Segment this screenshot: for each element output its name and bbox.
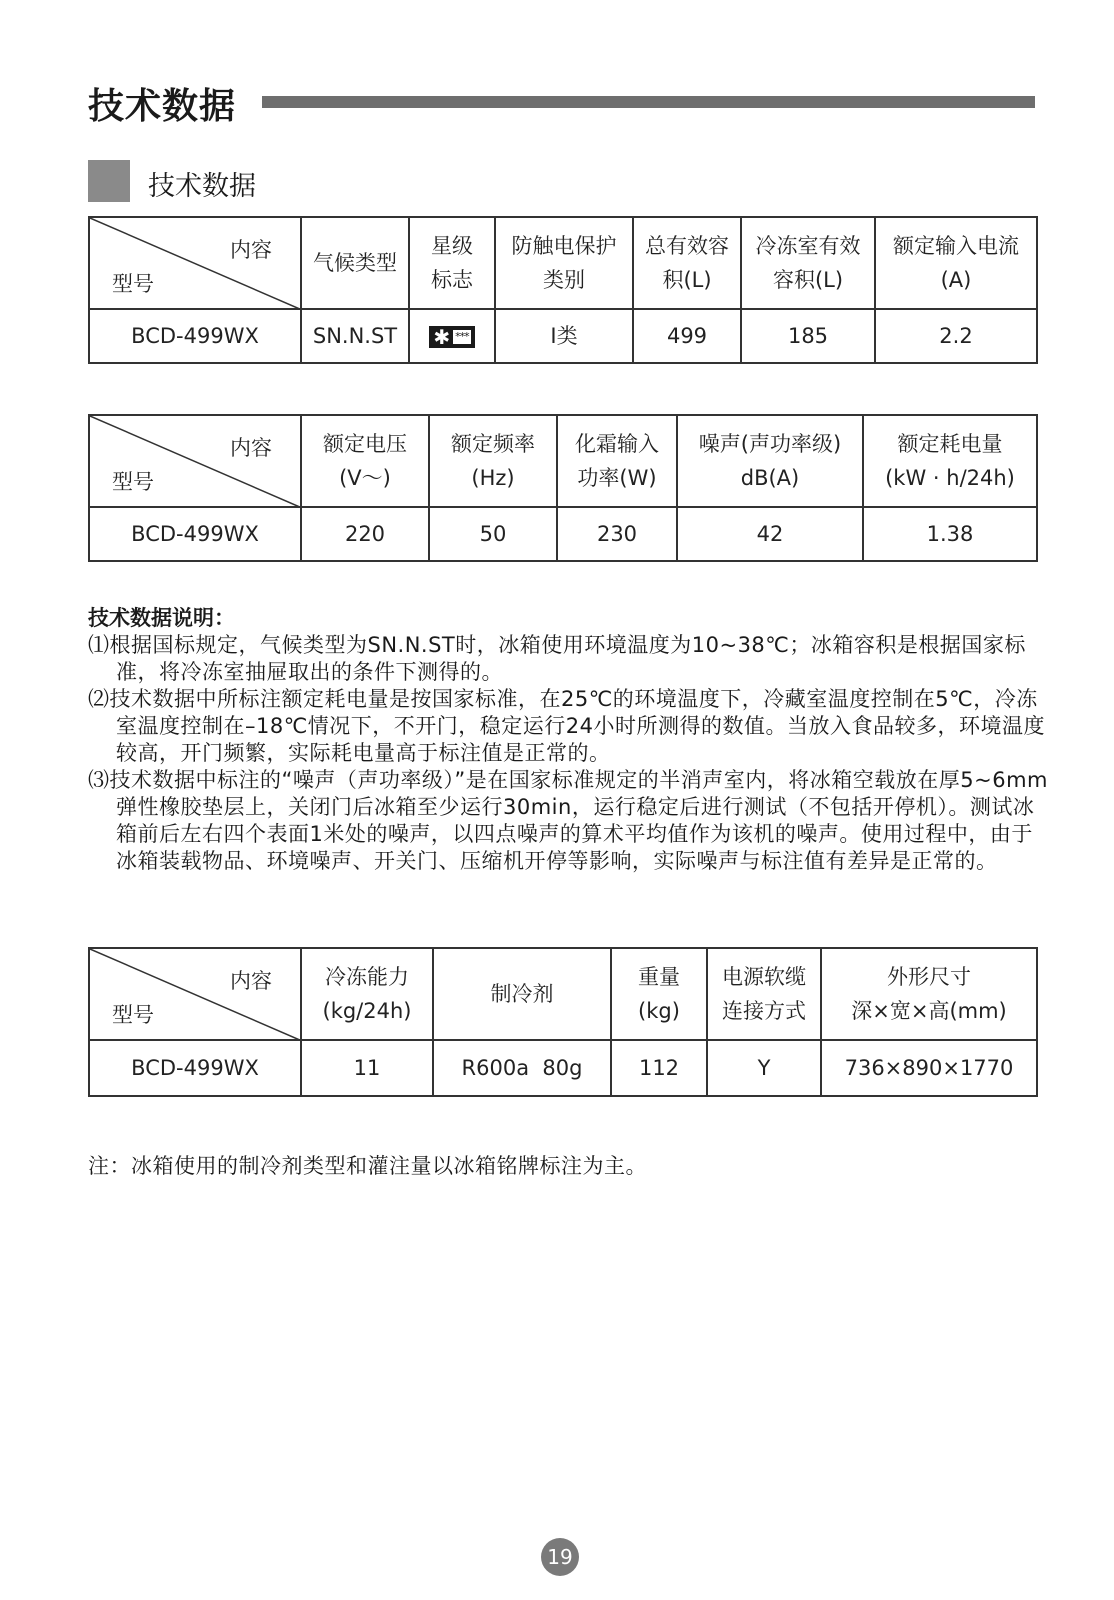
cell-defrost-power: 230 — [557, 507, 677, 561]
cell-voltage: 220 — [301, 507, 429, 561]
header-content-label: 内容 — [230, 969, 272, 993]
header-defrost-power: 化霜输入 功率(W) — [557, 415, 677, 507]
header-corner-cell — [89, 217, 301, 309]
section-marker — [88, 160, 130, 202]
cell-noise: 42 — [677, 507, 863, 561]
cell-frequency: 50 — [429, 507, 557, 561]
header-rated-current: 额定输入电流 (A) — [875, 217, 1037, 309]
cell-climate: SN.N.ST — [301, 309, 409, 363]
cell-freezing-capacity: 11 — [301, 1040, 433, 1096]
header-power-consumption: 额定耗电量 (kW · h/24h) — [863, 415, 1037, 507]
notes-title: 技术数据说明： — [88, 606, 235, 630]
cell-model: BCD-499WX — [89, 507, 301, 561]
header-corner-cell — [89, 948, 301, 1040]
note-item-1: ⑴根据国标规定，气候类型为SN.N.ST时，冰箱使用环境温度为10~38℃；冰箱容积是根据国家标准，将冷冻室抽屉取出的条件下测得的。 — [88, 633, 1026, 684]
header-model-label: 型号 — [112, 272, 154, 296]
spec-table-3 — [88, 947, 1038, 1097]
header-shock-protection: 防触电保护 类别 — [495, 217, 633, 309]
table-row — [89, 309, 1037, 363]
section-title: 技术数据 — [148, 171, 256, 202]
cell-protection: Ⅰ类 — [495, 309, 633, 363]
spec-table-1 — [88, 216, 1038, 364]
header-rated-voltage: 额定电压 (V～) — [301, 415, 429, 507]
cell-model: BCD-499WX — [89, 1040, 301, 1096]
cell-star-rating — [409, 309, 495, 363]
header-power-cord: 电源软缆 连接方式 — [707, 948, 821, 1040]
header-total-volume: 总有效容 积(L) — [633, 217, 741, 309]
header-content-label: 内容 — [230, 436, 272, 460]
note-item-2: ⑵技术数据中所标注额定耗电量是按国家标准，在25℃的环境温度下，冷藏室温度控制在5℃，冷冻室温度控制在–18℃情况下，不开门，稳定运行24小时所测得的数值。当放入食品较多，环境温度较高，开门频繁，实际耗电量高于标注值是正常的。 — [88, 687, 1046, 765]
note-item-3: ⑶技术数据中标注的“噪声（声功率级）”是在国家标准规定的半消声室内，将冰箱空载放在厚5~6mm弹性橡胶垫层上，关闭门后冰箱至少运行30min，运行稳定后进行测试（不包括开停机）。测试冰箱前后左右四个表面1米处的噪声，以四点噪声的算术平均值作为该机的噪声。使用过程中，由于冰箱装载物品、环境噪声、开关门、压缩机开停等影响，实际噪声与标注值有差异是正常的。 — [88, 768, 1048, 873]
page-number-badge: 19 — [541, 1538, 579, 1576]
cell-model: BCD-499WX — [89, 309, 301, 363]
header-corner-cell — [89, 415, 301, 507]
cell-power-cord: Y — [707, 1040, 821, 1096]
cell-freezer-volume: 185 — [741, 309, 875, 363]
table-row — [89, 507, 1037, 561]
cell-refrigerant: R600a 80g — [433, 1040, 611, 1096]
table-row — [89, 1040, 1037, 1096]
header-star-rating: 星级 标志 — [409, 217, 495, 309]
freezer-four-star-rating-icon: ✱ *** — [429, 326, 474, 348]
header-freezer-volume: 冷冻室有效 容积(L) — [741, 217, 875, 309]
cell-total-volume: 499 — [633, 309, 741, 363]
title-rule — [262, 96, 1035, 108]
cell-consumption: 1.38 — [863, 507, 1037, 561]
header-freezing-capacity: 冷冻能力 (kg/24h) — [301, 948, 433, 1040]
header-noise: 噪声(声功率级) dB(A) — [677, 415, 863, 507]
header-refrigerant: 制冷剂 — [433, 948, 611, 1040]
footnote: 注：冰箱使用的制冷剂类型和灌注量以冰箱铭牌标注为主。 — [88, 1154, 647, 1178]
cell-weight: 112 — [611, 1040, 707, 1096]
cell-dimensions: 736×890×1770 — [821, 1040, 1037, 1096]
header-dimensions: 外形尺寸 深×宽×高(mm) — [821, 948, 1037, 1040]
header-model-label: 型号 — [112, 1003, 154, 1027]
cell-current: 2.2 — [875, 309, 1037, 363]
header-climate-type: 气候类型 — [301, 217, 409, 309]
page-title: 技术数据 — [88, 86, 237, 127]
notes-list — [88, 632, 1048, 875]
header-content-label: 内容 — [230, 238, 272, 262]
header-rated-frequency: 额定频率 (Hz) — [429, 415, 557, 507]
header-weight: 重量 (kg) — [611, 948, 707, 1040]
header-model-label: 型号 — [112, 470, 154, 494]
spec-table-2 — [88, 414, 1038, 562]
